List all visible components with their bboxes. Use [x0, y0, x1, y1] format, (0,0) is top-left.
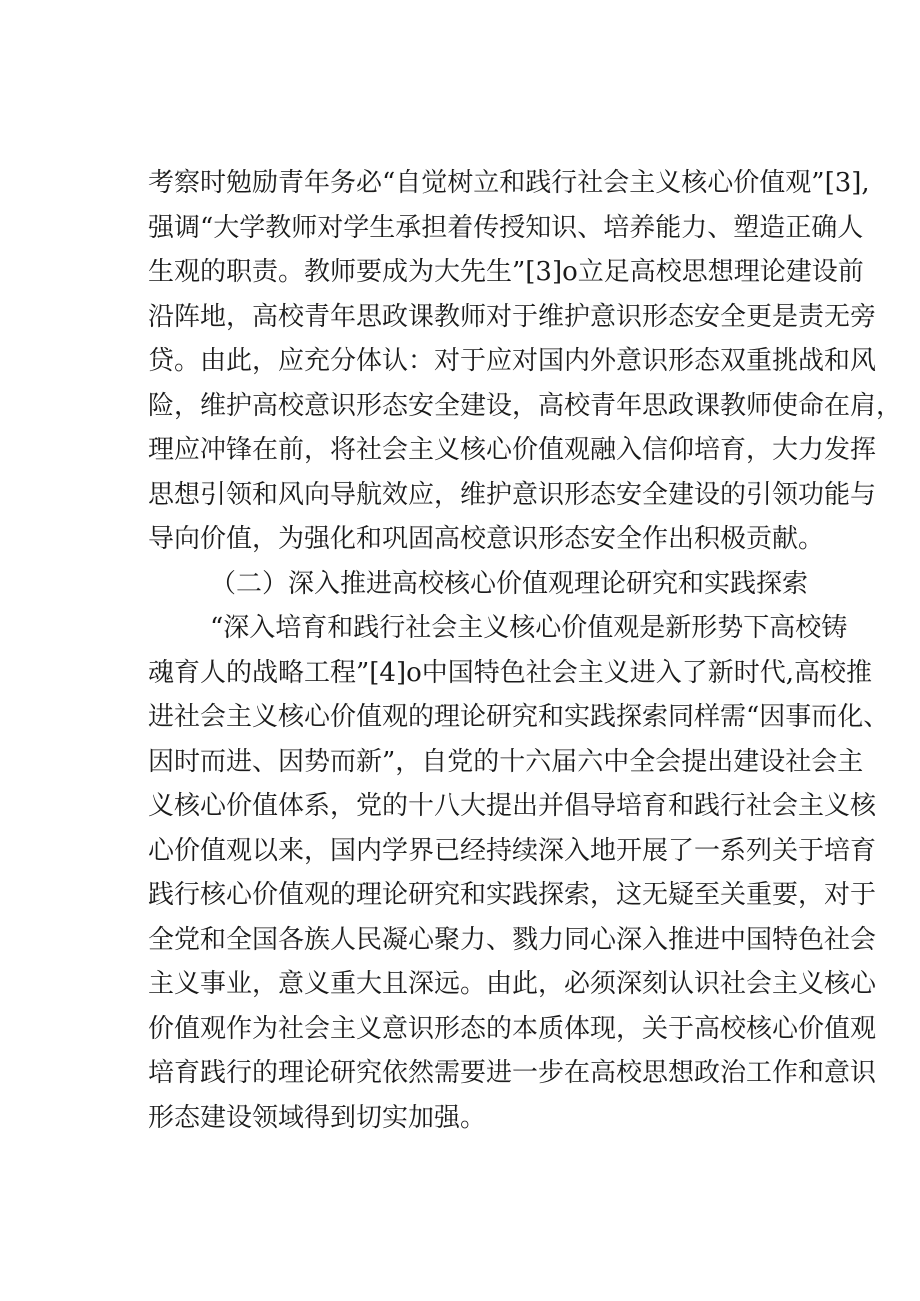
- paragraph-line: 培育践行的理论研究依然需要进一步在高校思想政治工作和意识: [148, 1058, 877, 1088]
- paragraph-line: 理应冲锋在前，将社会主义核心价值观融入信仰培育，大力发挥: [148, 435, 877, 465]
- paragraph-line: 沿阵地，高校青年思政课教师对于维护意识形态安全更是责无旁: [148, 301, 877, 332]
- paragraph-line: 贷。由此，应充分体认：对于应对国内外意识形态双重挑战和风: [148, 346, 877, 376]
- paragraph-line: 考察时勉励青年务必“自觉树立和践行社会主义核心价值观”[3],: [148, 168, 870, 198]
- paragraph-line: 全党和全国各族人民凝心聚力、戮力同心深入推进中国特色社会: [148, 924, 877, 955]
- paragraph-line: 险，维护高校意识形态安全建设，高校青年思政课教师使命在肩，: [148, 390, 903, 421]
- paragraph-line: 践行核心价值观的理论研究和实践探索，这无疑至关重要，对于: [148, 880, 877, 910]
- paragraph-line: 义核心价值体系，党的十八大提出并倡导培育和践行社会主义核: [148, 791, 877, 821]
- paragraph-line: 进社会主义核心价值观的理论研究和实践探索同样需“因事而化、: [148, 702, 890, 732]
- paragraph-line: 强调“大学教师对学生承担着传授知识、培养能力、塑造正确人: [148, 212, 864, 243]
- paragraph-line: 价值观作为社会主义意识形态的本质体现，关于高校核心价值观: [148, 1013, 877, 1044]
- section-heading: （二）深入推进高校核心价值观理论研究和实践探索: [210, 568, 809, 599]
- paragraph-line: 主义事业，意义重大且深远。由此，必须深刻认识社会主义核心: [148, 969, 877, 999]
- paragraph-line-first: “深入培育和践行社会主义核心价值观是新形势下高校铸: [210, 613, 848, 643]
- paragraph-line: 因时而进、因势而新”，自党的十六届六中全会提出建设社会主: [148, 746, 864, 777]
- paragraph-line: 生观的职责。教师要成为大先生”[3]o立足高校思想理论建设前: [148, 257, 864, 287]
- paragraph-line: 思想引领和风向导航效应，维护意识形态安全建设的引领功能与: [148, 479, 877, 510]
- paragraph-line-last: 导向价值，为强化和巩固高校意识形态安全作出积极贡献。: [148, 524, 825, 554]
- paragraph-line: 心价值观以来，国内学界已经持续深入地开展了一系列关于培育: [148, 835, 877, 866]
- paragraph-line-last: 形态建设领域得到切实加强。: [148, 1102, 487, 1133]
- paragraph-line: 魂育人的战略工程”[4]o中国特色社会主义进入了新时代,高校推: [148, 657, 873, 688]
